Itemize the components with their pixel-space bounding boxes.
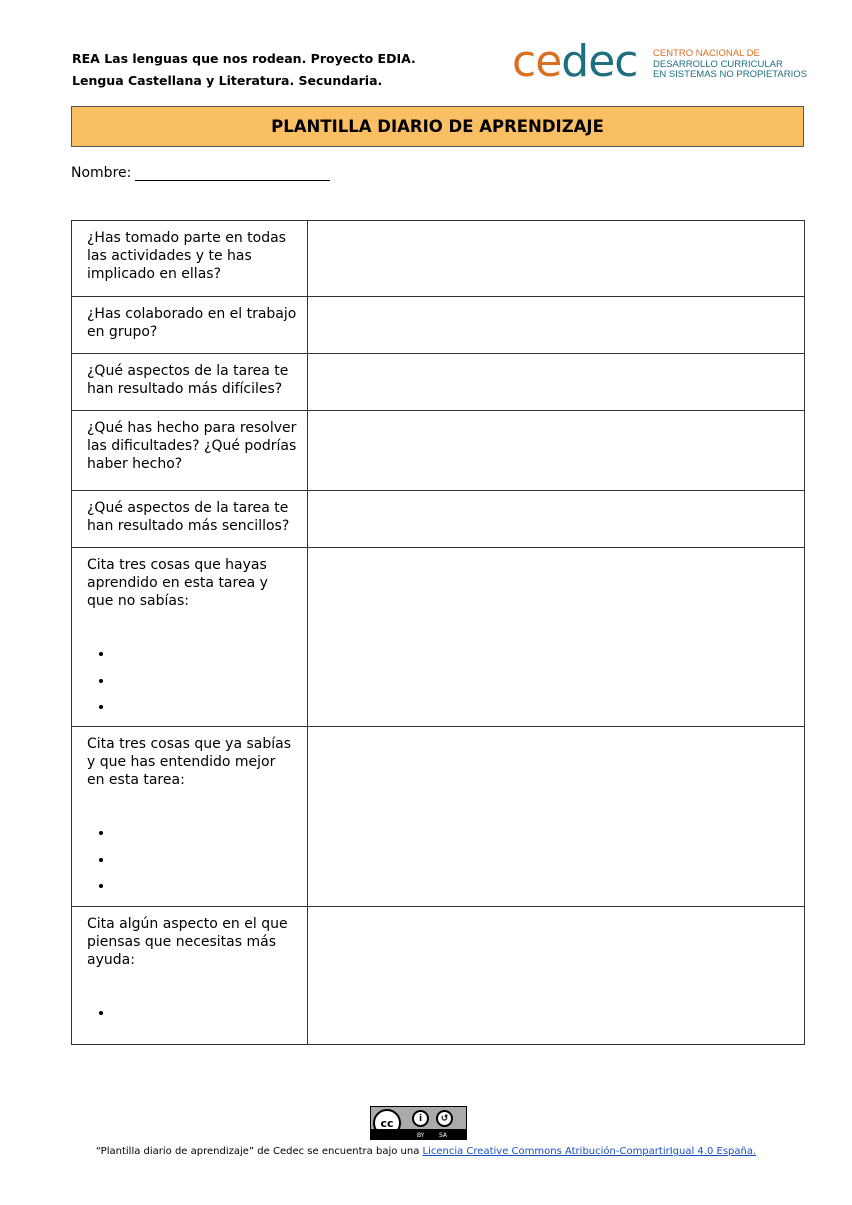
- question-text: ¿Has tomado parte en todas las actividades y te has implicado en ellas?: [87, 230, 286, 282]
- answer-cell[interactable]: [308, 727, 805, 907]
- name-blank-line[interactable]: [135, 165, 330, 181]
- question-text: ¿Qué aspectos de la tarea te han resultado más sencillos?: [87, 500, 290, 534]
- answer-cell[interactable]: [308, 297, 805, 354]
- answer-cell[interactable]: [308, 548, 805, 727]
- table-row: [72, 354, 805, 411]
- logo-word-dec: dec: [561, 36, 638, 87]
- license-prefix: “Plantilla diario de aprendizaje” de Cedec se encuentra bajo una: [95, 1146, 423, 1157]
- bullet-list: [72, 642, 307, 722]
- logo-subtitle: [653, 49, 807, 81]
- question-text: Cita tres cosas que hayas aprendido en esta tarea y que no sabías:: [87, 557, 268, 609]
- answer-cell[interactable]: [308, 221, 805, 297]
- bullet-item: [99, 821, 307, 848]
- answer-cell[interactable]: [308, 491, 805, 548]
- bullet-list: [72, 1001, 307, 1028]
- answer-cell[interactable]: [308, 354, 805, 411]
- logo-sub-line-2: DESARROLLO CURRICULAR: [653, 58, 783, 70]
- question-cell: [72, 907, 308, 1045]
- table-row: [72, 548, 805, 727]
- document-header: [72, 48, 416, 92]
- name-field: [71, 165, 330, 181]
- question-cell: [72, 354, 308, 411]
- question-cell: [72, 411, 308, 491]
- logo-sub-line-1: CENTRO NACIONAL DE: [653, 48, 760, 59]
- table-row: [72, 907, 805, 1045]
- answer-cell[interactable]: [308, 411, 805, 491]
- bullet-item: [99, 669, 307, 696]
- bullet-item: [99, 695, 307, 722]
- question-text: ¿Qué aspectos de la tarea te han resultado más difíciles?: [87, 363, 289, 397]
- table-row: [72, 491, 805, 548]
- question-text: ¿Qué has hecho para resolver las dificultades? ¿Qué podrías haber hecho?: [87, 420, 297, 472]
- table-row: [72, 411, 805, 491]
- table-row: [72, 297, 805, 354]
- badge-sa-label: SA: [439, 1132, 448, 1139]
- diary-table: [71, 220, 805, 1045]
- logo-wordmark: [512, 38, 637, 86]
- logo-sub-line-3: EN SISTEMAS NO PROPIETARIOS: [653, 69, 807, 80]
- bullet-item: [99, 642, 307, 669]
- attribution-icon: i: [412, 1110, 429, 1127]
- bullet-list: [72, 821, 307, 901]
- question-text: Cita tres cosas que ya sabías y que has entendido mejor en esta tarea:: [87, 736, 292, 788]
- table-row: [72, 221, 805, 297]
- title-banner: [71, 106, 804, 147]
- bullet-item: [99, 874, 307, 901]
- question-cell: [72, 491, 308, 548]
- license-link[interactable]: Licencia Creative Commons Atribución-CompartirIgual 4.0 España.: [422, 1146, 757, 1157]
- header-line-2: Lengua Castellana y Literatura. Secundaria.: [72, 73, 383, 88]
- name-label: Nombre:: [71, 165, 132, 181]
- bullet-item: [99, 848, 307, 875]
- answer-cell[interactable]: [308, 907, 805, 1045]
- page-title: PLANTILLA DIARIO DE APRENDIZAJE: [271, 117, 604, 136]
- cc-icon: cc: [373, 1109, 401, 1137]
- share-alike-icon: ↺: [436, 1110, 453, 1127]
- license-text: [0, 1146, 852, 1157]
- question-text: ¿Has colaborado en el trabajo en grupo?: [87, 306, 297, 340]
- cc-license-badge[interactable]: [370, 1106, 467, 1140]
- question-cell: [72, 297, 308, 354]
- bullet-item: [99, 1001, 307, 1028]
- table-row: [72, 727, 805, 907]
- question-cell: [72, 221, 308, 297]
- question-cell: [72, 548, 308, 727]
- badge-by-label: BY: [417, 1132, 425, 1139]
- logo-word-ce: ce: [512, 36, 562, 87]
- question-cell: [72, 727, 308, 907]
- question-text: Cita algún aspecto en el que piensas que necesitas más ayuda:: [87, 916, 288, 968]
- header-line-1: REA Las lenguas que nos rodean. Proyecto EDIA.: [72, 51, 416, 66]
